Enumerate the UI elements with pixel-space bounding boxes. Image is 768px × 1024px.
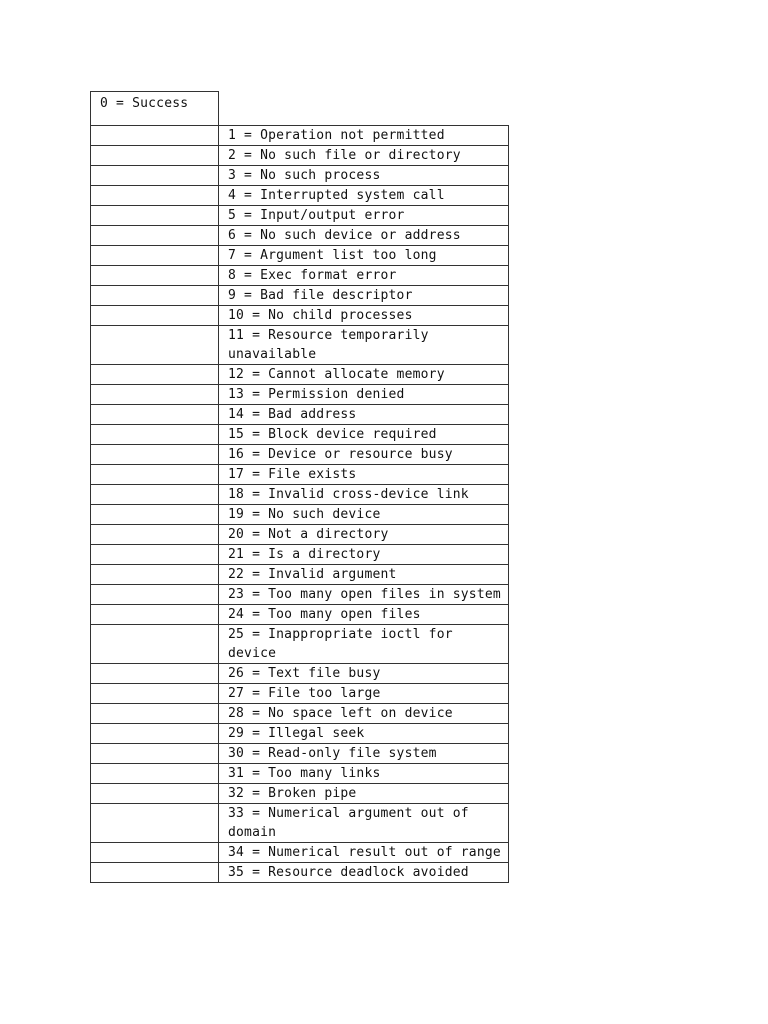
error-code-cell: 24 = Too many open files xyxy=(219,605,509,625)
empty-cell xyxy=(91,565,219,585)
error-code-cell: 13 = Permission denied xyxy=(219,385,509,405)
error-code-cell: 17 = File exists xyxy=(219,465,509,485)
table-row xyxy=(91,784,509,804)
empty-cell xyxy=(91,863,219,883)
table-row-success xyxy=(91,92,509,126)
empty-cell xyxy=(91,804,219,843)
error-code-cell: 9 = Bad file descriptor xyxy=(219,286,509,306)
empty-cell xyxy=(91,664,219,684)
table-row xyxy=(91,664,509,684)
table-row xyxy=(91,625,509,664)
error-code-table xyxy=(90,91,509,883)
error-code-cell: 21 = Is a directory xyxy=(219,545,509,565)
empty-cell xyxy=(219,92,509,126)
error-code-cell: 23 = Too many open files in system xyxy=(219,585,509,605)
empty-cell xyxy=(91,485,219,505)
table-row xyxy=(91,565,509,585)
table-row xyxy=(91,505,509,525)
error-code-cell: 35 = Resource deadlock avoided xyxy=(219,863,509,883)
table-row xyxy=(91,804,509,843)
empty-cell xyxy=(91,525,219,545)
table-row xyxy=(91,126,509,146)
table-row xyxy=(91,146,509,166)
table-row xyxy=(91,365,509,385)
table-row xyxy=(91,684,509,704)
error-code-cell: 15 = Block device required xyxy=(219,425,509,445)
empty-cell xyxy=(91,306,219,326)
error-code-cell: 25 = Inappropriate ioctl for device xyxy=(219,625,509,664)
table-row xyxy=(91,585,509,605)
empty-cell xyxy=(91,186,219,206)
empty-cell xyxy=(91,684,219,704)
table-row xyxy=(91,326,509,365)
error-code-cell: 11 = Resource temporarily unavailable xyxy=(219,326,509,365)
error-code-cell: 27 = File too large xyxy=(219,684,509,704)
empty-cell xyxy=(91,266,219,286)
error-code-cell: 22 = Invalid argument xyxy=(219,565,509,585)
empty-cell xyxy=(91,126,219,146)
table-row xyxy=(91,306,509,326)
table-row xyxy=(91,843,509,863)
empty-cell xyxy=(91,405,219,425)
empty-cell xyxy=(91,425,219,445)
error-code-cell: 10 = No child processes xyxy=(219,306,509,326)
error-code-cell: 31 = Too many links xyxy=(219,764,509,784)
empty-cell xyxy=(91,704,219,724)
table-row xyxy=(91,385,509,405)
error-code-cell: 3 = No such process xyxy=(219,166,509,186)
error-code-cell: 6 = No such device or address xyxy=(219,226,509,246)
empty-cell xyxy=(91,206,219,226)
empty-cell xyxy=(91,545,219,565)
table-row xyxy=(91,605,509,625)
table-row xyxy=(91,186,509,206)
table-row xyxy=(91,445,509,465)
empty-cell xyxy=(91,625,219,664)
error-code-cell: 26 = Text file busy xyxy=(219,664,509,684)
table-row xyxy=(91,545,509,565)
empty-cell xyxy=(91,764,219,784)
table-row xyxy=(91,166,509,186)
table-row xyxy=(91,863,509,883)
error-code-cell: 30 = Read-only file system xyxy=(219,744,509,764)
empty-cell xyxy=(91,605,219,625)
error-code-cell: 8 = Exec format error xyxy=(219,266,509,286)
empty-cell xyxy=(91,465,219,485)
error-code-table-body xyxy=(91,92,509,883)
error-code-cell: 32 = Broken pipe xyxy=(219,784,509,804)
table-row xyxy=(91,485,509,505)
empty-cell xyxy=(91,326,219,365)
table-row xyxy=(91,286,509,306)
error-code-cell: 7 = Argument list too long xyxy=(219,246,509,266)
empty-cell xyxy=(91,166,219,186)
error-code-cell: 5 = Input/output error xyxy=(219,206,509,226)
error-code-cell: 20 = Not a directory xyxy=(219,525,509,545)
success-cell: 0 = Success xyxy=(91,92,219,126)
table-row xyxy=(91,764,509,784)
error-code-cell: 33 = Numerical argument out of domain xyxy=(219,804,509,843)
error-code-cell: 34 = Numerical result out of range xyxy=(219,843,509,863)
empty-cell xyxy=(91,146,219,166)
error-code-cell: 18 = Invalid cross-device link xyxy=(219,485,509,505)
empty-cell xyxy=(91,744,219,764)
empty-cell xyxy=(91,505,219,525)
empty-cell xyxy=(91,445,219,465)
empty-cell xyxy=(91,843,219,863)
empty-cell xyxy=(91,286,219,306)
empty-cell xyxy=(91,724,219,744)
table-row xyxy=(91,425,509,445)
table-row xyxy=(91,405,509,425)
error-code-cell: 4 = Interrupted system call xyxy=(219,186,509,206)
error-code-cell: 12 = Cannot allocate memory xyxy=(219,365,509,385)
empty-cell xyxy=(91,226,219,246)
error-code-cell: 2 = No such file or directory xyxy=(219,146,509,166)
table-row xyxy=(91,206,509,226)
table-row xyxy=(91,744,509,764)
empty-cell xyxy=(91,585,219,605)
error-code-cell: 16 = Device or resource busy xyxy=(219,445,509,465)
error-code-cell: 1 = Operation not permitted xyxy=(219,126,509,146)
table-row xyxy=(91,525,509,545)
table-row xyxy=(91,226,509,246)
error-code-cell: 14 = Bad address xyxy=(219,405,509,425)
table-row xyxy=(91,704,509,724)
error-code-cell: 28 = No space left on device xyxy=(219,704,509,724)
error-code-cell: 29 = Illegal seek xyxy=(219,724,509,744)
table-row xyxy=(91,465,509,485)
empty-cell xyxy=(91,365,219,385)
table-row xyxy=(91,266,509,286)
empty-cell xyxy=(91,246,219,266)
empty-cell xyxy=(91,784,219,804)
empty-cell xyxy=(91,385,219,405)
table-row xyxy=(91,246,509,266)
table-row xyxy=(91,724,509,744)
error-code-cell: 19 = No such device xyxy=(219,505,509,525)
